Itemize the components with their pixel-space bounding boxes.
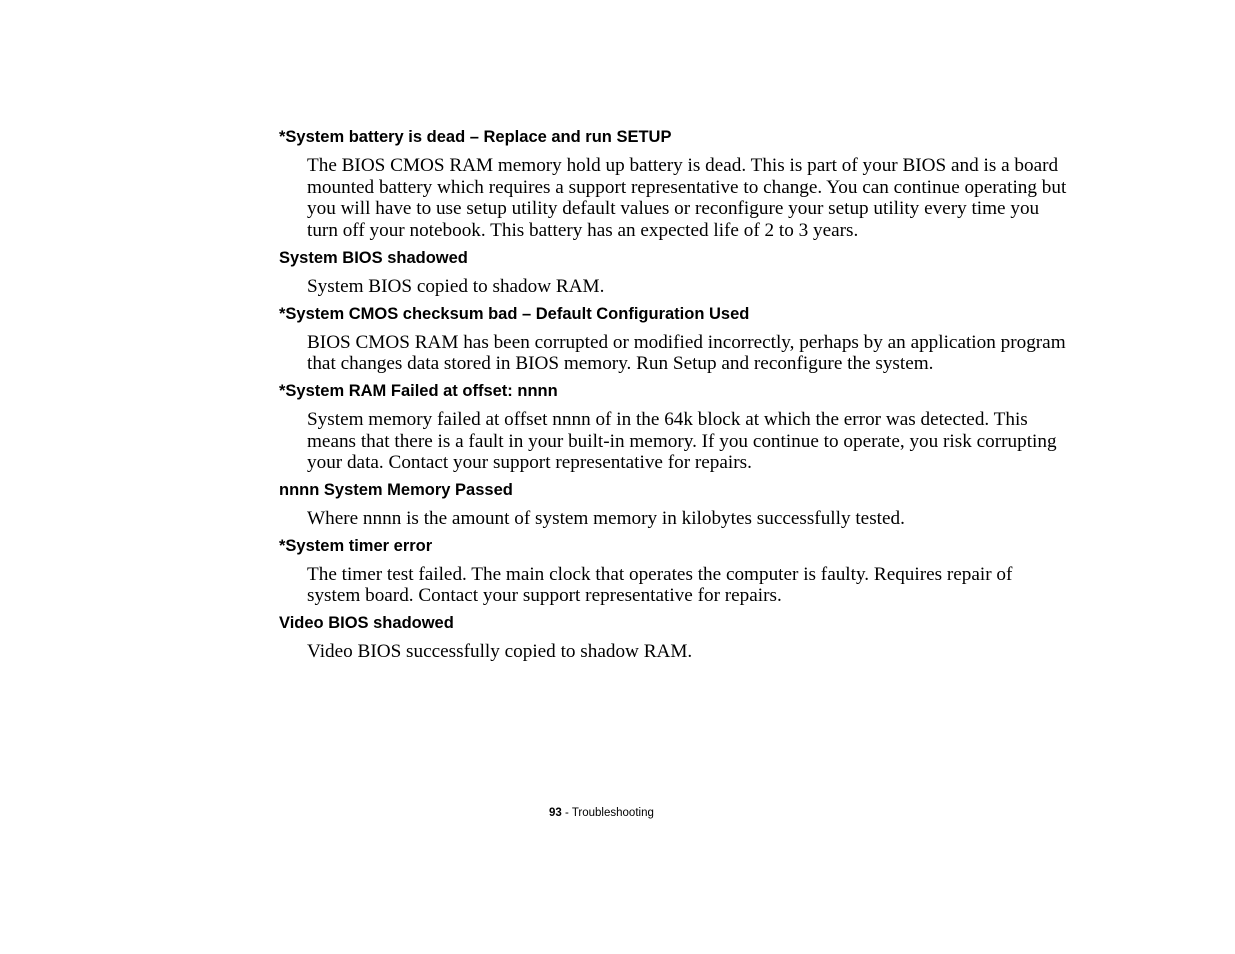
page-footer (549, 806, 654, 821)
message-title: *System RAM Failed at offset: nnnn (279, 381, 558, 400)
message-title: Video BIOS shadowed (279, 614, 454, 633)
message-entry (279, 480, 1069, 536)
footer-separator: - (561, 807, 572, 819)
message-description: Video BIOS successfully copied to shadow RAM. (307, 641, 693, 663)
message-title: *System CMOS checksum bad – Default Configuration Used (279, 304, 750, 323)
message-entry (279, 536, 1069, 613)
message-description: System memory failed at offset nnnn of in the 64k block at which the error was detected. This means that there is a fault in your built-in memory. If you continue to operate, you risk corrupting your data. Contact your support representative for repairs. (307, 408, 1057, 474)
message-description: Where nnnn is the amount of system memory in kilobytes successfully tested. (307, 508, 905, 530)
message-entry (279, 127, 1069, 248)
message-title: *System timer error (279, 536, 433, 555)
section-name: Troubleshooting (571, 807, 654, 819)
message-title: nnnn System Memory Passed (279, 481, 513, 500)
message-description: The timer test failed. The main clock that operates the computer is faulty. Requires repair of system board. Contact your support representative for repairs. (307, 563, 1013, 607)
message-entry (279, 304, 1069, 381)
message-description: BIOS CMOS RAM has been corrupted or modified incorrectly, perhaps by an application program that changes data stored in BIOS memory. Run Setup and reconfigure the system. (307, 331, 1066, 375)
message-entry (279, 248, 1069, 304)
message-entry (279, 381, 1069, 480)
message-description: System BIOS copied to shadow RAM. (307, 275, 605, 297)
message-title: System BIOS shadowed (279, 248, 468, 267)
message-entry (279, 613, 1069, 663)
message-description: The BIOS CMOS RAM memory hold up battery is dead. This is part of your BIOS and is a board mounted battery which requires a support representative to change. You can continue operating but you will have to use setup utility default values or reconfigure your setup utility every time you turn off your notebook. This battery has an expected life of 2 to 3 years. (307, 155, 1067, 242)
message-title: *System battery is dead – Replace and run SETUP (279, 128, 672, 146)
page-number: 93 (549, 807, 562, 819)
document-content (279, 127, 1069, 663)
